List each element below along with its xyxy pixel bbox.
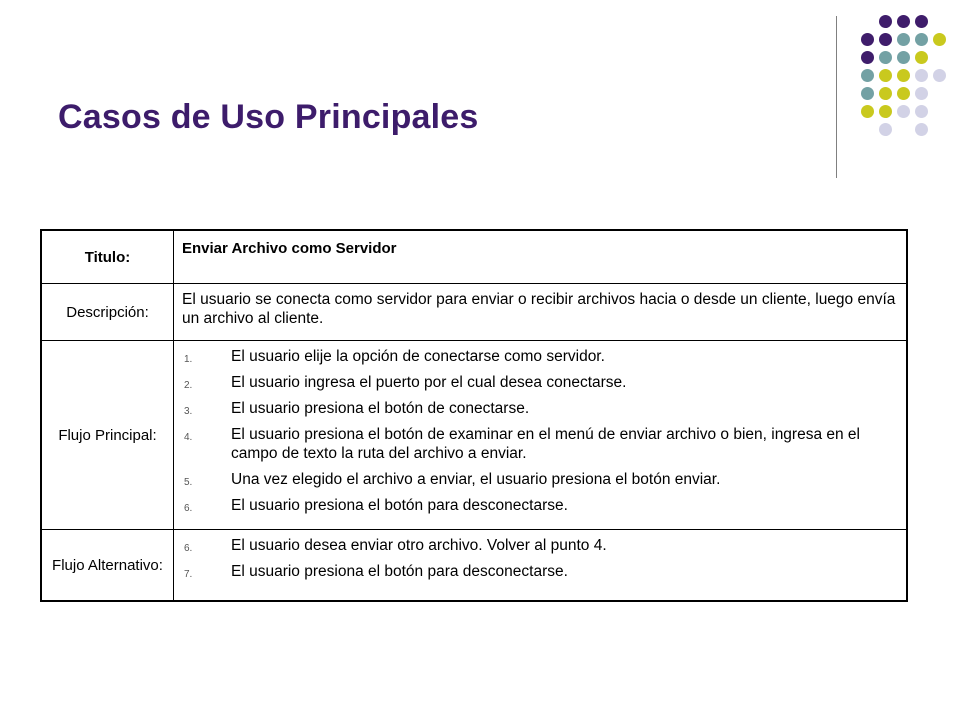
step-number: 6.: [184, 543, 193, 554]
step-number: 5.: [184, 477, 193, 488]
decorative-dot: [879, 33, 892, 46]
alt-flow-step: [182, 536, 898, 555]
step-text: Una vez elegido el archivo a enviar, el usuario presiona el botón enviar.: [231, 471, 721, 488]
decorative-dot: [861, 69, 874, 82]
alt-flow-label: Flujo Alternativo:: [41, 530, 174, 602]
main-flow-list: [182, 347, 898, 515]
alt-flow-step: [182, 562, 898, 581]
decorative-dot: [879, 69, 892, 82]
decorative-dot: [861, 105, 874, 118]
step-text: El usuario ingresa el puerto por el cual desea conectarse.: [231, 374, 627, 391]
decorative-dot: [861, 33, 874, 46]
decorative-dot: [897, 87, 910, 100]
decorative-dot: [897, 69, 910, 82]
main-flow-cell: [174, 341, 908, 530]
decorative-dot: [879, 123, 892, 136]
main-flow-step: [182, 399, 898, 418]
step-text: El usuario presiona el botón para desconectarse.: [231, 563, 568, 580]
decorative-dot: [933, 69, 946, 82]
step-text: El usuario presiona el botón de conectarse.: [231, 400, 530, 417]
decorative-dot: [915, 123, 928, 136]
description-value: El usuario se conecta como servidor para enviar o recibir archivos hacia o desde un cliente, luego envía un archivo al cliente.: [174, 284, 908, 341]
table-row-title: [41, 230, 907, 284]
table-row-main-flow: [41, 341, 907, 530]
title-value: Enviar Archivo como Servidor: [174, 230, 908, 284]
main-flow-step: [182, 373, 898, 392]
decorative-dot: [897, 105, 910, 118]
step-number: 3.: [184, 406, 193, 417]
title-label: Titulo:: [41, 230, 174, 284]
step-number: 1.: [184, 354, 193, 365]
step-number: 7.: [184, 569, 193, 580]
step-number: 6.: [184, 503, 193, 514]
decorative-dot: [915, 87, 928, 100]
use-case-table: [40, 229, 908, 602]
main-flow-step: [182, 347, 898, 366]
decorative-dot: [933, 33, 946, 46]
decorative-dot: [861, 87, 874, 100]
slide-title: Casos de Uso Principales: [58, 98, 479, 136]
decorative-dot: [879, 15, 892, 28]
decorative-dot: [879, 87, 892, 100]
alt-flow-cell: [174, 530, 908, 602]
table-row-alt-flow: [41, 530, 907, 602]
main-flow-step: [182, 470, 898, 489]
decorative-dot: [897, 15, 910, 28]
decorative-dot: [915, 33, 928, 46]
decorative-dot: [915, 15, 928, 28]
description-label: Descripción:: [41, 284, 174, 341]
decorative-dot: [879, 51, 892, 64]
step-text: El usuario elije la opción de conectarse como servidor.: [231, 348, 605, 365]
main-flow-label: Flujo Principal:: [41, 341, 174, 530]
decorative-dot: [861, 51, 874, 64]
alt-flow-list: [182, 536, 898, 581]
decorative-dot: [915, 105, 928, 118]
main-flow-step: [182, 425, 898, 463]
step-text: El usuario desea enviar otro archivo. Volver al punto 4.: [231, 537, 607, 554]
decorative-dot: [897, 51, 910, 64]
step-text: El usuario presiona el botón de examinar en el menú de enviar archivo o bien, ingresa en el campo de texto la ruta del archivo a enviar.: [231, 426, 860, 462]
decorative-dot: [897, 33, 910, 46]
main-flow-step: [182, 496, 898, 515]
decorative-dot: [915, 69, 928, 82]
step-text: El usuario presiona el botón para desconectarse.: [231, 497, 568, 514]
decorative-divider-line: [836, 16, 837, 178]
decorative-dot: [879, 105, 892, 118]
step-number: 2.: [184, 380, 193, 391]
step-number: 4.: [184, 432, 193, 443]
decorative-dot: [915, 51, 928, 64]
table-row-description: [41, 284, 907, 341]
